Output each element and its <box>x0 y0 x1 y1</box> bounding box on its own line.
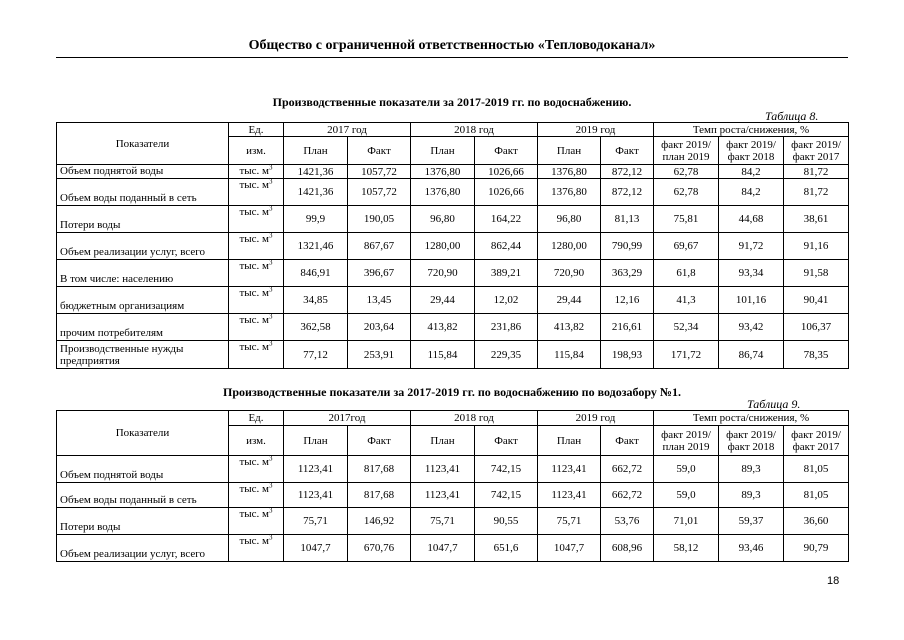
value-cell: 1280,00 <box>411 233 475 260</box>
unit-superscript: 3 <box>269 455 273 463</box>
value-cell: 61,8 <box>654 260 719 287</box>
value-cell: 1123,41 <box>411 483 475 508</box>
row-label: Потери воды <box>57 508 229 535</box>
value-cell: 171,72 <box>654 341 719 369</box>
value-cell: 59,0 <box>654 456 719 483</box>
value-cell: 164,22 <box>475 206 538 233</box>
value-cell: 1123,41 <box>538 483 601 508</box>
value-cell: 44,68 <box>719 206 784 233</box>
table8-header-2017: 2017 год <box>284 123 411 137</box>
table9-header-2019: 2019 год <box>538 411 654 426</box>
value-cell: 362,58 <box>284 314 348 341</box>
unit-superscript: 3 <box>269 482 273 490</box>
value-cell: 1047,7 <box>538 535 601 562</box>
unit-superscript: 3 <box>269 534 273 542</box>
unit-superscript: 3 <box>269 313 273 321</box>
value-cell: 90,79 <box>784 535 849 562</box>
table8-header-unit: Ед. <box>229 123 284 137</box>
unit-superscript: 3 <box>269 259 273 267</box>
value-cell: 115,84 <box>538 341 601 369</box>
table9-caption: Таблица 9. <box>747 397 801 411</box>
value-cell: 1047,7 <box>411 535 475 562</box>
table-row <box>57 179 849 206</box>
row-unit <box>229 483 284 508</box>
value-cell: 69,67 <box>654 233 719 260</box>
value-cell: 34,85 <box>284 287 348 314</box>
value-cell: 75,71 <box>538 508 601 535</box>
value-cell: 662,72 <box>601 483 654 508</box>
value-cell: 396,67 <box>348 260 411 287</box>
value-cell: 1376,80 <box>411 165 475 179</box>
value-cell: 1047,7 <box>284 535 348 562</box>
value-cell: 720,90 <box>411 260 475 287</box>
value-cell: 71,01 <box>654 508 719 535</box>
value-cell: 1123,41 <box>284 483 348 508</box>
row-unit <box>229 260 284 287</box>
value-cell: 91,58 <box>784 260 849 287</box>
value-cell: 91,72 <box>719 233 784 260</box>
unit-text: тыс. м <box>239 341 270 353</box>
value-cell: 1123,41 <box>284 456 348 483</box>
table8-header-growth-1: факт 2019/ план 2019 <box>654 137 719 165</box>
value-cell: 81,05 <box>784 483 849 508</box>
value-cell: 720,90 <box>538 260 601 287</box>
row-unit <box>229 341 284 369</box>
unit-text: тыс. м <box>239 508 270 520</box>
value-cell: 75,71 <box>284 508 348 535</box>
value-cell: 742,15 <box>475 456 538 483</box>
value-cell: 90,55 <box>475 508 538 535</box>
row-unit <box>229 206 284 233</box>
value-cell: 817,68 <box>348 456 411 483</box>
value-cell: 1321,46 <box>284 233 348 260</box>
value-cell: 93,46 <box>719 535 784 562</box>
unit-superscript: 3 <box>269 178 273 186</box>
value-cell: 846,91 <box>284 260 348 287</box>
unit-superscript: 3 <box>269 507 273 515</box>
value-cell: 93,42 <box>719 314 784 341</box>
value-cell: 90,41 <box>784 287 849 314</box>
organization-header: Общество с ограниченной ответственностью «Тепловодоканал» <box>248 38 656 53</box>
value-cell: 81,05 <box>784 456 849 483</box>
table8-header-fact-2017: Факт <box>348 137 411 165</box>
value-cell: 81,72 <box>784 179 849 206</box>
table8-header-indicators: Показатели <box>57 123 229 165</box>
value-cell: 106,37 <box>784 314 849 341</box>
table8-header-fact-2018: Факт <box>475 137 538 165</box>
value-cell: 790,99 <box>601 233 654 260</box>
table-row <box>57 287 849 314</box>
table8-header-2019: 2019 год <box>538 123 654 137</box>
unit-text: тыс. м <box>239 165 270 177</box>
row-unit <box>229 314 284 341</box>
value-cell: 78,35 <box>784 341 849 369</box>
value-cell: 413,82 <box>538 314 601 341</box>
table8-header-2018: 2018 год <box>411 123 538 137</box>
value-cell: 52,34 <box>654 314 719 341</box>
value-cell: 93,34 <box>719 260 784 287</box>
table9-header-plan-2019: План <box>538 426 601 456</box>
unit-superscript: 3 <box>269 340 273 348</box>
value-cell: 59,0 <box>654 483 719 508</box>
unit-text: тыс. м <box>239 233 270 245</box>
row-unit <box>229 535 284 562</box>
value-cell: 651,6 <box>475 535 538 562</box>
value-cell: 38,61 <box>784 206 849 233</box>
value-cell: 198,93 <box>601 341 654 369</box>
value-cell: 115,84 <box>411 341 475 369</box>
table9-header-fact-2017: Факт <box>348 426 411 456</box>
table9-header-fact-2018: Факт <box>475 426 538 456</box>
unit-text: тыс. м <box>239 287 270 299</box>
value-cell: 75,81 <box>654 206 719 233</box>
value-cell: 216,61 <box>601 314 654 341</box>
unit-superscript: 3 <box>269 232 273 240</box>
table9-title: Производственные показатели за 2017-2019 гг. по водоснабжению по водозабору №1. <box>223 385 681 399</box>
value-cell: 1057,72 <box>348 179 411 206</box>
value-cell: 99,9 <box>284 206 348 233</box>
table8-caption: Таблица 8. <box>765 109 819 123</box>
value-cell: 62,78 <box>654 179 719 206</box>
table8-header-plan-2019: План <box>538 137 601 165</box>
table9-header-2018: 2018 год <box>411 411 538 426</box>
value-cell: 1280,00 <box>538 233 601 260</box>
unit-superscript: 3 <box>269 205 273 213</box>
table-row <box>57 341 849 369</box>
row-label: бюджетным организациям <box>57 287 229 314</box>
row-unit <box>229 165 284 179</box>
table9-header-2017: 2017год <box>284 411 411 426</box>
unit-text: тыс. м <box>239 314 270 326</box>
value-cell: 203,64 <box>348 314 411 341</box>
table9-header-plan-2018: План <box>411 426 475 456</box>
value-cell: 1123,41 <box>538 456 601 483</box>
table9-header-growth-1: факт 2019/ план 2019 <box>654 426 719 456</box>
value-cell: 84,2 <box>719 165 784 179</box>
row-unit <box>229 287 284 314</box>
header-divider <box>56 57 848 58</box>
value-cell: 96,80 <box>538 206 601 233</box>
value-cell: 742,15 <box>475 483 538 508</box>
value-cell: 389,21 <box>475 260 538 287</box>
value-cell: 1421,36 <box>284 179 348 206</box>
value-cell: 363,29 <box>601 260 654 287</box>
value-cell: 41,3 <box>654 287 719 314</box>
row-label: Объем воды поданный в сеть <box>57 483 229 508</box>
row-label: Объем поднятой воды <box>57 165 229 179</box>
unit-text: тыс. м <box>239 483 270 495</box>
value-cell: 1376,80 <box>411 179 475 206</box>
table8-header-unit2: изм. <box>229 137 284 165</box>
value-cell: 12,16 <box>601 287 654 314</box>
value-cell: 12,02 <box>475 287 538 314</box>
table9-header-growth: Темп роста/снижения, % <box>654 411 849 426</box>
value-cell: 89,3 <box>719 483 784 508</box>
value-cell: 872,12 <box>601 179 654 206</box>
value-cell: 670,76 <box>348 535 411 562</box>
value-cell: 62,78 <box>654 165 719 179</box>
value-cell: 1057,72 <box>348 165 411 179</box>
unit-text: тыс. м <box>239 206 270 218</box>
row-label: В том числе: населению <box>57 260 229 287</box>
value-cell: 413,82 <box>411 314 475 341</box>
value-cell: 862,44 <box>475 233 538 260</box>
unit-text: тыс. м <box>239 456 270 468</box>
value-cell: 91,16 <box>784 233 849 260</box>
table9-header-indicators: Показатели <box>57 411 229 456</box>
value-cell: 1026,66 <box>475 179 538 206</box>
table9-header-growth-2: факт 2019/ факт 2018 <box>719 426 784 456</box>
row-unit <box>229 233 284 260</box>
table9-header-fact-2019: Факт <box>601 426 654 456</box>
unit-superscript: 3 <box>269 286 273 294</box>
value-cell: 1376,80 <box>538 179 601 206</box>
row-label: Потери воды <box>57 206 229 233</box>
value-cell: 146,92 <box>348 508 411 535</box>
table-row <box>57 535 849 562</box>
unit-text: тыс. м <box>239 179 270 191</box>
value-cell: 75,71 <box>411 508 475 535</box>
value-cell: 36,60 <box>784 508 849 535</box>
value-cell: 867,67 <box>348 233 411 260</box>
table-row <box>57 206 849 233</box>
value-cell: 190,05 <box>348 206 411 233</box>
value-cell: 81,13 <box>601 206 654 233</box>
value-cell: 84,2 <box>719 179 784 206</box>
value-cell: 817,68 <box>348 483 411 508</box>
value-cell: 89,3 <box>719 456 784 483</box>
value-cell: 101,16 <box>719 287 784 314</box>
table9-header-plan-2017: План <box>284 426 348 456</box>
value-cell: 13,45 <box>348 287 411 314</box>
table-row <box>57 314 849 341</box>
table8-header-growth-2: факт 2019/ факт 2018 <box>719 137 784 165</box>
value-cell: 29,44 <box>538 287 601 314</box>
value-cell: 86,74 <box>719 341 784 369</box>
table9-header-unit2: изм. <box>229 426 284 456</box>
table-row <box>57 456 849 483</box>
table-row <box>57 233 849 260</box>
unit-text: тыс. м <box>239 260 270 272</box>
table8-title: Производственные показатели за 2017-2019 гг. по водоснабжению. <box>272 95 632 109</box>
table8-header-plan-2018: План <box>411 137 475 165</box>
value-cell: 608,96 <box>601 535 654 562</box>
value-cell: 1026,66 <box>475 165 538 179</box>
table-row <box>57 165 849 179</box>
table-row <box>57 260 849 287</box>
value-cell: 1376,80 <box>538 165 601 179</box>
row-label: Объем поднятой воды <box>57 456 229 483</box>
row-unit <box>229 508 284 535</box>
value-cell: 29,44 <box>411 287 475 314</box>
value-cell: 58,12 <box>654 535 719 562</box>
table-row <box>57 508 849 535</box>
value-cell: 1123,41 <box>411 456 475 483</box>
value-cell: 1421,36 <box>284 165 348 179</box>
value-cell: 662,72 <box>601 456 654 483</box>
value-cell: 253,91 <box>348 341 411 369</box>
page-number: 18 <box>827 575 840 587</box>
row-label: Производственные нужды предприятия <box>57 341 229 369</box>
value-cell: 872,12 <box>601 165 654 179</box>
value-cell: 77,12 <box>284 341 348 369</box>
table9-header-growth-3: факт 2019/ факт 2017 <box>784 426 849 456</box>
table9-header-unit: Ед. <box>229 411 284 426</box>
row-unit <box>229 179 284 206</box>
value-cell: 231,86 <box>475 314 538 341</box>
value-cell: 59,37 <box>719 508 784 535</box>
value-cell: 96,80 <box>411 206 475 233</box>
table8-header-growth-3: факт 2019/ факт 2017 <box>784 137 849 165</box>
unit-superscript: 3 <box>269 164 273 172</box>
table8 <box>56 122 849 369</box>
row-label: Объем воды поданный в сеть <box>57 179 229 206</box>
row-label: Объем реализации услуг, всего <box>57 233 229 260</box>
unit-text: тыс. м <box>239 535 270 547</box>
table8-header-growth: Темп роста/снижения, % <box>654 123 849 137</box>
value-cell: 53,76 <box>601 508 654 535</box>
table8-header-fact-2019: Факт <box>601 137 654 165</box>
value-cell: 229,35 <box>475 341 538 369</box>
row-label: прочим потребителям <box>57 314 229 341</box>
table8-header-plan-2017: План <box>284 137 348 165</box>
table-row <box>57 483 849 508</box>
row-unit <box>229 456 284 483</box>
value-cell: 81,72 <box>784 165 849 179</box>
table9 <box>56 410 849 562</box>
row-label: Объем реализации услуг, всего <box>57 535 229 562</box>
